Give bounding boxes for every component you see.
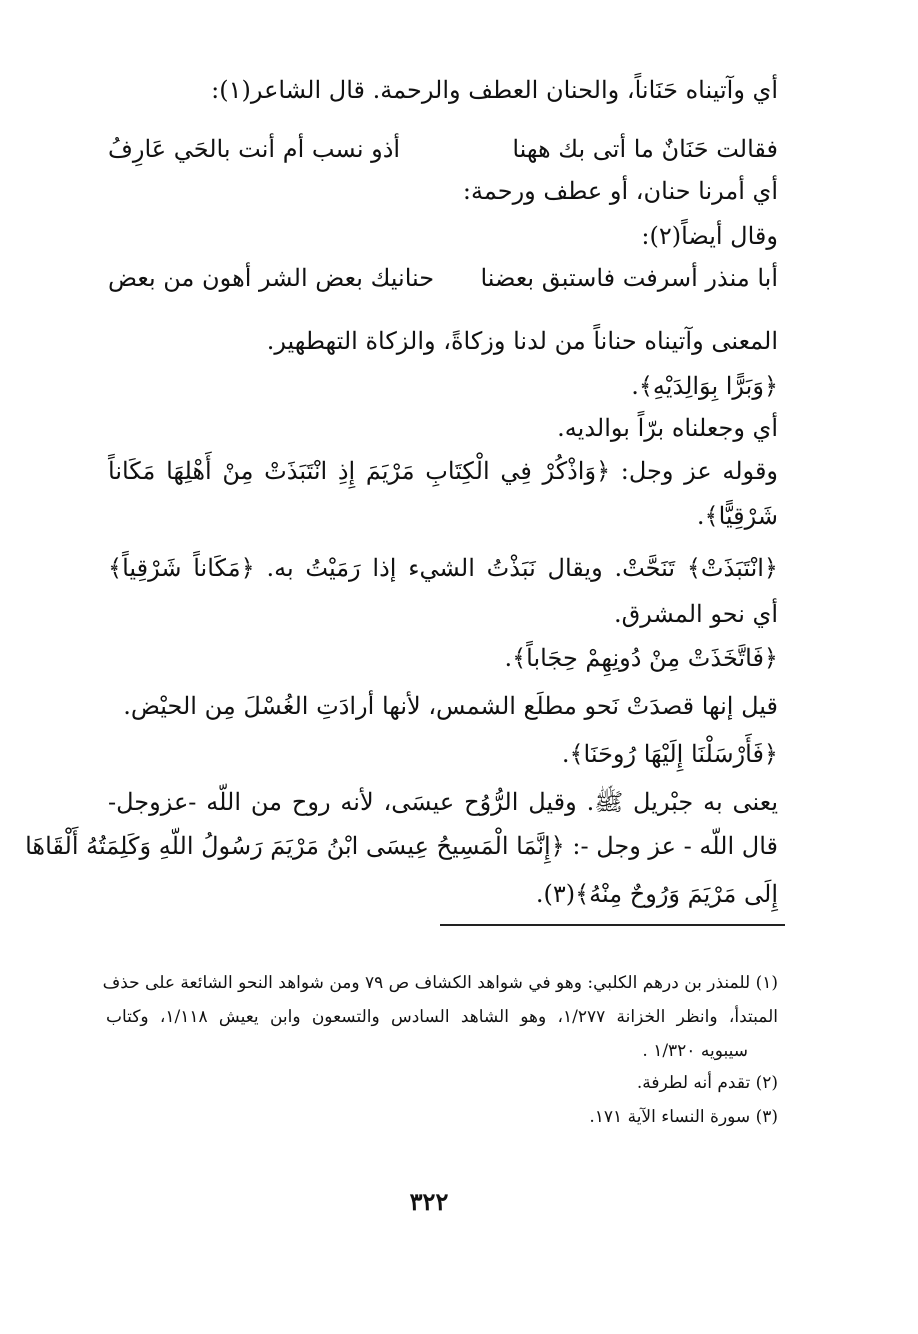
text-line-6: المعنى وآتيناه حناناً من لدنا وزكاةً، والزكاة التهطهير. [266,327,778,355]
text-line-4: وقال أيضاً(٢): [641,222,778,250]
footnote-1-line-1: (١) للمنذر بن درهم الكلبي: وهو في شواهد الكشاف ص ٧٩ ومن شواهد النحو الشائعة على حذف [102,973,778,993]
text-line-14: قيل إنها قصدَتْ نَحو مطلَع الشمس، لأنها أرادَتِ الغُسْلَ مِن الحيْض. [123,692,778,720]
text-line-18: إِلَى مَرْيَمَ وَرُوحٌ مِنْهُ﴾(٣). [535,880,778,908]
text-line-3: أي أمرنا حنان، أو عطف ورحمة: [462,177,778,205]
quran-quote-1: ﴿وَبَرًّا بِوَالِدَيْهِ﴾. [631,372,778,400]
page-number: ٣٢٢ [409,1187,449,1216]
text-line-1: أي وآتيناه حَنَاناً، والحنان العطف والرحمة. قال الشاعر(١): [211,76,778,104]
text-line-17: قال اللّه - عز وجل -: ﴿إِنَّمَا الْمَسِيحُ عِيسَى ابْنُ مَرْيَمَ رَسُولُ اللّهِ وَكَلِمَتُهُ أَلْقَاهَا [25,832,778,860]
quran-quote-3: ﴿فَأَرْسَلْنَا إِلَيْهَا رُوحَنَا﴾. [561,740,778,768]
text-line-10: شَرْقِيًّا﴾. [696,502,778,530]
text-line-11: ﴿انْتَبَذَتْ﴾ تَنَحَّتْ. ويقال نَبَذْتُ الشيء إذا رَمَيْتُ به. ﴿مَكَاناً شَرْقِياً﴾ [108,554,778,582]
footnote-1-line-3: سيبويه ١/٣٢٠ . [642,1041,748,1061]
verse-2-first-hemistich: أبا منذر أسرفت فاستبق بعضنا [480,264,778,292]
quran-quote-2: ﴿فَاتَّخَذَتْ مِنْ دُونِهِمْ حِجَاباً﴾. [504,644,778,672]
footnote-1-line-2: المبتدأ، وانظر الخزانة ١/٢٧٧، وهو الشاهد السادس والتسعون وابن يعيش ١/١١٨، وكتاب [106,1007,779,1027]
text-line-9: وقوله عز وجل: ﴿وَاذْكُرْ فِي الْكِتَابِ مَرْيَمَ إِذِ انْتَبَذَتْ مِنْ أَهْلِهَا مَكَاناً [108,457,778,485]
verse-1-first-hemistich: فقالت حَنَانٌ ما أتى بك ههنا [512,135,778,163]
footnote-separator [440,924,785,926]
verse-2-second-hemistich: حنانيك بعض الشر أهون من بعض [108,264,435,292]
text-line-16: يعنى به جبْريل ﷺ. وقيل الرُّوُح عيسَى، لأنه روح من اللّه -عزوجل- [108,788,778,816]
footnote-2: (٢) تقدم أنه لطرفة. [636,1073,778,1093]
text-line-8: أي وجعلناه برّاً بوالديه. [557,414,778,442]
text-line-12: أي نحو المشرق. [613,600,778,628]
footnote-3: (٣) سورة النساء الآية ١٧١. [589,1107,778,1127]
verse-1-second-hemistich: أذو نسب أم أنت بالحَي عَارِفُ [108,135,401,163]
